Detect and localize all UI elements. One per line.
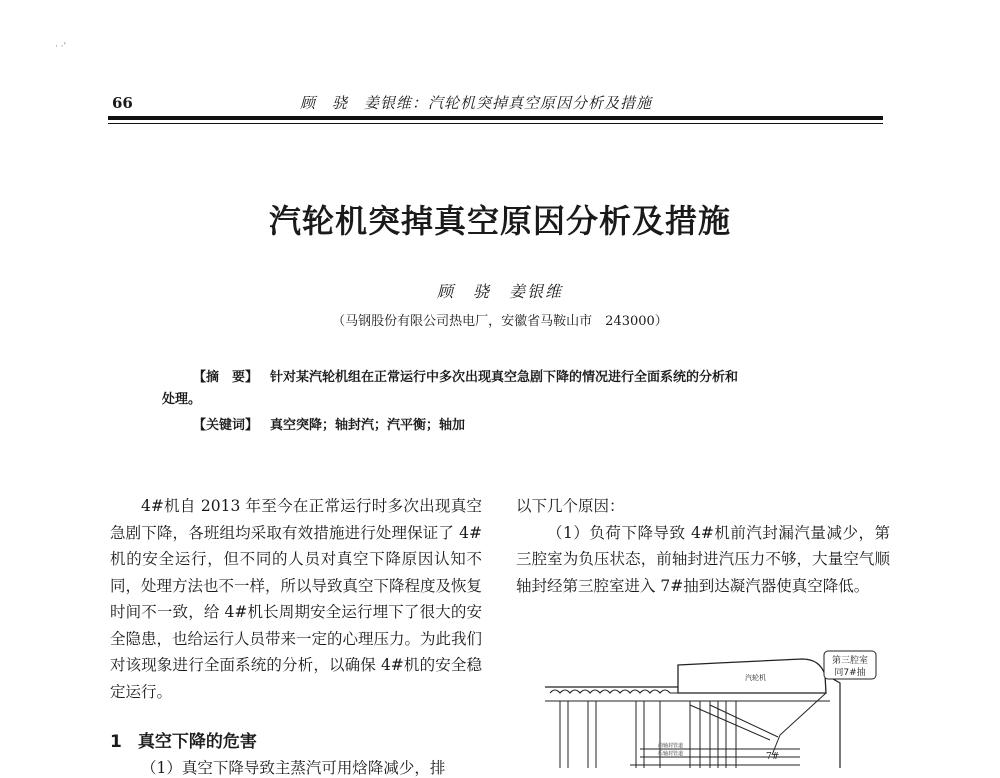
right-intro-line: 以下几个原因： (516, 497, 625, 515)
abstract-text-line2: 处理。 (162, 392, 202, 407)
section-heading (110, 727, 257, 752)
left-column (110, 493, 482, 705)
scan-speck: · ·' (55, 42, 67, 52)
section-title: 真空下降的危害 (137, 732, 257, 752)
turbine-diagram (540, 645, 885, 768)
exhaust-outline (826, 675, 840, 768)
keywords-text: 真空突降；轴封汽；汽平衡；轴加 (270, 418, 466, 433)
affiliation: （马钢股份有限公司热电厂，安徽省马鞍山市 243000） (332, 314, 668, 329)
callout-line1: 第三腔室 (831, 656, 869, 666)
right-paragraph-1: （1）负荷下降导致 4#机前汽封漏汽量减少，第三腔室为负压状态，前轴封进汽压力不够，大量空气顺轴封经第三腔室进入 7#抽到达凝汽器使真空降低。 (516, 523, 890, 595)
left-cut-line: （1）真空下降导致主蒸汽可用焓降减少，排 (141, 759, 446, 777)
header-rule-thin (108, 123, 883, 124)
turbine-label: 汽轮机 (745, 674, 766, 682)
authors: 顾 骁 姜银维 (436, 282, 563, 301)
right-column (516, 493, 890, 599)
left-paragraph-1: 4#机自 2013 年至今在正常运行时多次出现真空急剧下降，各班组均采取有效措施进行处理保证了 4#机的安全运行，但不同的人员对真空下降原因认知不同，处理方法也不一样，所以导致真空下降程度及恢复时间不一致，给 4#机长周期安全运行埋下了很大的安全隐患，也给运行人员带来一定的心理压力。为此我们对该现象进行全面系统的分析，以确保 4#机的安全稳定运行。 (110, 497, 483, 701)
extraction-7-label: 7# (766, 752, 780, 762)
keywords-label: 【关键词】 (193, 418, 259, 433)
article-title: 汽轮机突掉真空原因分析及措施 (268, 202, 731, 240)
abstract-text-line1: 针对某汽轮机组在正常运行中多次出现真空急剧下降的情况进行全面系统的分析和 (270, 370, 739, 385)
running-head: 顾 骁 姜银维：汽轮机突掉真空原因分析及措施 (300, 94, 653, 112)
section-number: 1 (110, 732, 122, 752)
rear-seal-label: 后轴封管道 (658, 751, 684, 757)
keywords (193, 414, 465, 433)
abstract (193, 366, 738, 385)
abstract-label: 【摘 要】 (193, 370, 259, 385)
page-number: 66 (112, 94, 133, 112)
seal-wave (550, 690, 678, 693)
pipe-lines (560, 701, 736, 768)
front-seal-label: 前轴封管道 (658, 743, 684, 749)
callout-line2: 同7#抽 (834, 668, 866, 678)
header-rule-thick (108, 116, 883, 120)
